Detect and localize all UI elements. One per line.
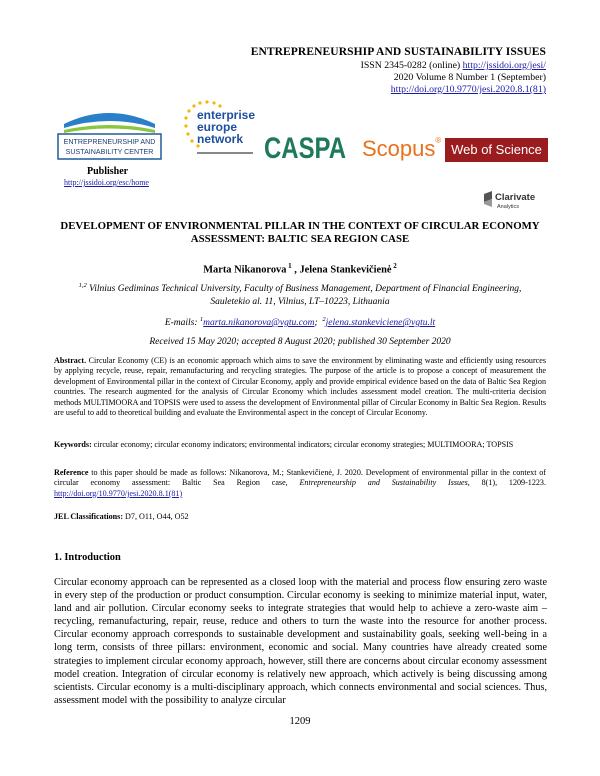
abstract-text: Circular Economy (CE) is an economic approach which aims to save the environment by eliminating waste and efficiently using resources by applying recycle, reuse, repair, remanufacturing and recycling strategies. The purpose of the article is to propose a concept of measurement the development of Environmental pillar in the context of Circular Economy, apply and provide empirical evidence based on the data of Baltic Sea Region countries. The research augmented for the analysis of Circular Economy which includes assessment model creation. The multi-criteria decision methods MULTIMOORA and TOPSIS were used to assess the development of Environmental pillar of Circular Economy in Baltic Sea Region. Results are useful to add to theoretical building and evaluate the Environmental aspect in the concept of Circular Economy. — [54, 356, 546, 418]
email-2-link[interactable]: jelena.stankeviciene@vgtu.lt — [325, 318, 436, 329]
reference — [54, 468, 546, 499]
scopus-registered-mark: ® — [435, 136, 442, 145]
email-1-sup: 1 — [199, 316, 204, 323]
email-2-sup: 2 — [322, 316, 326, 323]
een-logo-line1: enterprise — [197, 108, 256, 122]
author-1-sup: 1 — [286, 262, 292, 270]
keywords — [54, 440, 546, 450]
reference-journal: Entrepreneurship and Sustainability Issues — [299, 478, 468, 488]
section-heading-introduction: 1. Introduction — [54, 552, 121, 563]
esc-logo — [56, 108, 163, 165]
article-title: DEVELOPMENT OF ENVIRONMENTAL PILLAR IN THE CONTEXT OF CIRCULAR ECONOMY ASSESSMENT: BALTIC SEA REGION CASE — [60, 220, 540, 245]
een-logo-line2: europe — [197, 120, 238, 134]
jel-text: D7, O11, O44, O52 — [123, 512, 189, 521]
een-logo — [180, 100, 258, 162]
reference-text-1: to this paper should be made as follows: Nikanorova, M.; Stankevičienė, J. 2020. Development of environmental pillar in the context of circular economy assessment: Baltic Sea Region case, — [54, 468, 546, 488]
esc-logo-line1: ENTREPRENEURSHIP AND — [63, 138, 156, 146]
keywords-text: circular economy; circular economy indicators; environmental indicators; circular economy strategies; MULTIMOORA; TOPSIS — [91, 440, 514, 449]
web-of-science-logo: Web of Science — [445, 138, 548, 162]
introduction-paragraph: Circular economy approach can be represented as a closed loop with the material and process flow ensuring zero waste in every step of the production or product consumption. Circular economy is seeking to minimize material input, water, land and air pollution. Circular economy seeks to integrate strategies that would help to achieve a zero-waste aim – recycling, remanufacturing, repair, reuse, reduce and others to turn the waste into the resource for another process. Circular economy approach corresponds to sustainable development and sustainability goals, seeking well-being in a long term, consists of three pillars: environment, economic and social. Many countries have already created some strategies to implement circular economy approach, however, still there are concerns about circular economy assessment model creation. Integration of circular economy is relatively new approach, which actively is being discussing among scientists. Circular economy is a multi-disciplinary approach, which connects environmental and social sciences. Thus, assessment model with the possibility to analyze circular — [54, 577, 547, 706]
keywords-label: Keywords: — [54, 440, 92, 449]
affiliation-sup: 1,2 — [78, 282, 87, 289]
jel-label: JEL Classifications: — [54, 512, 124, 521]
reference-text-2: , 8(1), 1209-1223. — [467, 478, 547, 488]
emails-label: E-mails: — [164, 318, 200, 329]
journal-name: ENTREPRENEURSHIP AND SUSTAINABILITY ISSUES — [250, 46, 546, 58]
scopus-text: Scopus — [362, 136, 436, 161]
abstract — [54, 356, 546, 418]
author-separator: , — [291, 264, 300, 276]
author-2: Jelena Stankevičienė — [299, 264, 392, 276]
doi-link[interactable]: http://doi.org/10.9770/jesi.2020.8.1(81) — [390, 84, 546, 95]
author-2-sup: 2 — [391, 262, 397, 270]
email-separator: ; — [314, 318, 323, 329]
reference-doi-link[interactable]: http://doi.org/10.9770/jesi.2020.8.1(81) — [54, 488, 183, 498]
scopus-logo — [362, 136, 441, 162]
issn-text: ISSN 2345-0282 (online) — [360, 60, 463, 71]
jel-classifications — [54, 512, 546, 521]
clarivate-logo — [482, 190, 552, 210]
publisher-url — [64, 178, 149, 187]
volume-line: 2020 Volume 8 Number 1 (September) — [393, 72, 546, 83]
authors — [40, 262, 560, 275]
affiliation-text: Vilnius Gediminas Technical University, Faculty of Business Management, Department of Financial Engineering, Sauletekio al. 11, Vilnius, LT–10223, Lithuania — [86, 284, 522, 307]
esc-logo-line2: SUSTAINABILITY CENTER — [65, 148, 154, 156]
caspa-text: CASPA — [264, 132, 346, 165]
publisher-label: Publisher — [87, 166, 129, 177]
clarivate-sub: Analytics — [497, 204, 520, 210]
journal-url-link[interactable]: http://jssidoi.org/jesi/ — [462, 60, 546, 71]
email-1-link[interactable]: marta.nikanorova@vgtu.com — [203, 318, 315, 329]
caspa-logo — [264, 130, 348, 164]
affiliation — [60, 280, 540, 308]
publication-dates: Received 15 May 2020; accepted 8 August 2020; published 30 September 2020 — [149, 337, 451, 347]
clarivate-name: Clarivate — [495, 192, 536, 203]
author-1: Marta Nikanorova — [203, 264, 287, 276]
issn-line — [361, 60, 546, 71]
doi-top — [391, 84, 546, 95]
page-number: 1209 — [289, 716, 311, 727]
een-logo-line3: network — [197, 132, 244, 146]
publisher-link[interactable]: http://jssidoi.org/esc/home — [64, 178, 149, 187]
reference-label: Reference — [54, 468, 89, 477]
abstract-label: Abstract. — [54, 356, 87, 365]
emails — [40, 316, 560, 328]
